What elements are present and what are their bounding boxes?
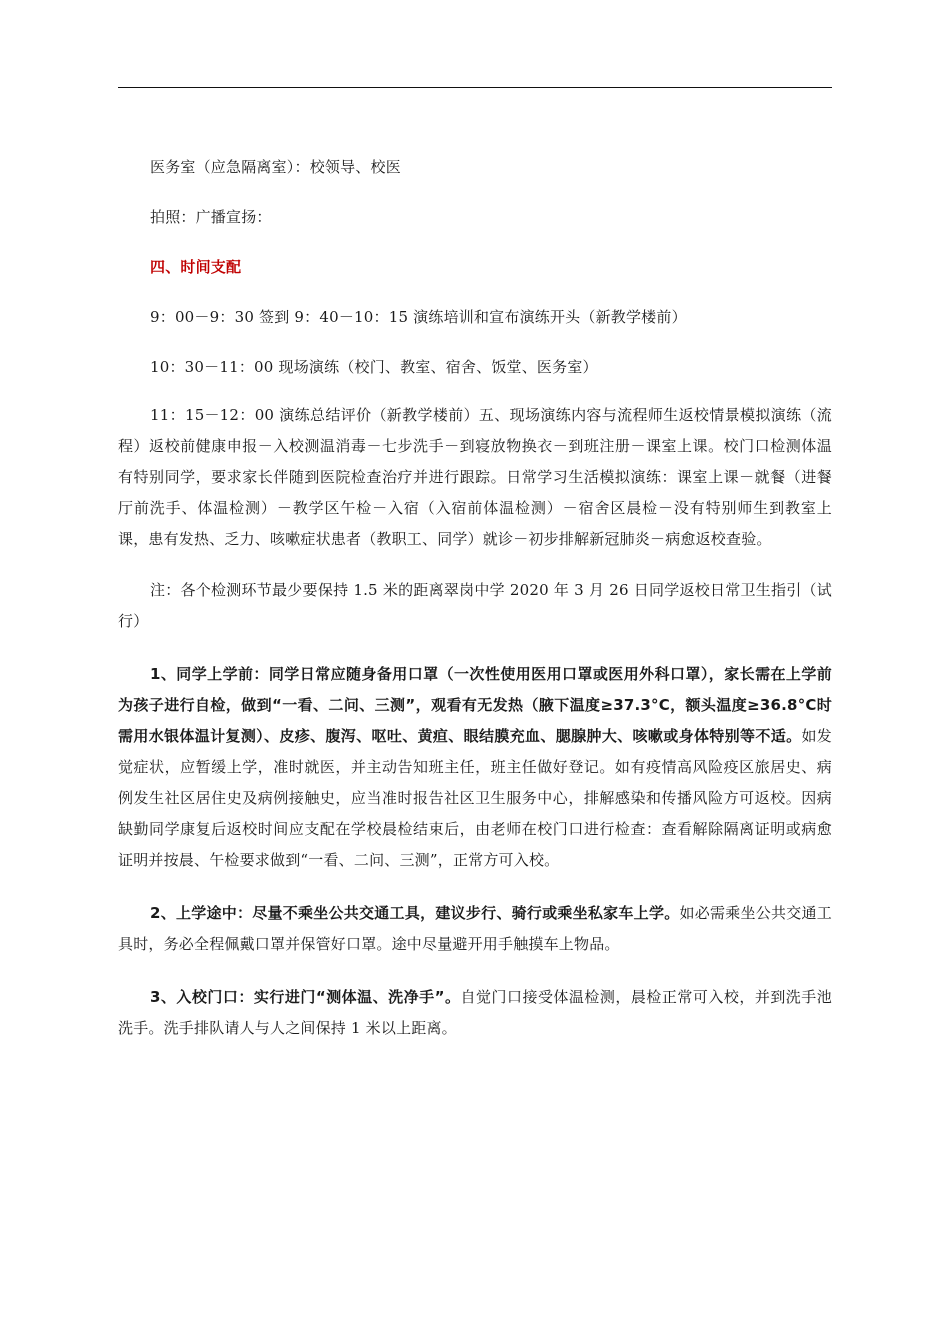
paragraph-school-gate xyxy=(118,982,832,1044)
paragraph-before-school xyxy=(118,659,832,876)
document-body xyxy=(118,150,832,1044)
commute-emphasis: 2、上学途中：尽量不乘坐公共交通工具，建议步行、骑行或乘坐私家车上学。 xyxy=(150,904,680,922)
paragraph-photo-broadcast: 拍照：广播宣扬： xyxy=(150,208,272,226)
header-rule xyxy=(118,87,832,88)
paragraph-medical-room: 医务室（应急隔离室）：校领导、校医 xyxy=(150,158,401,176)
school-gate-emphasis: 3、入校门口：实行进门“测体温、洗净手”。 xyxy=(150,988,461,1006)
school-gate-text: 自觉门口接受体温检测，晨检正常可入校，并到洗手池洗手。洗手排队请人与人之间保持 1 米以上距离。 xyxy=(118,988,832,1037)
paragraph-note: 注：各个检测环节最少要保持 1.5 米的距离翠岗中学 2020 年 3 月 26 日同学返校日常卫生指引（试行） xyxy=(118,581,832,630)
commute-text: 如必需乘坐公共交通工具时，务必全程佩戴口罩并保管好口罩。途中尽量避开用手触摸车上物品。 xyxy=(118,904,832,953)
before-school-emphasis: 1、同学上学前：同学日常应随身备用口罩（一次性使用医用口罩或医用外科口罩），家长需在上学前为孩子进行自检，做到“一看、二问、三测”，观看有无发热（腋下温度≥37.3°C，额头温度≥36.8°C时需用水银体温计复测）、皮疹、腹泻、呕吐、黄疸、眼结膜充血、腮腺肿大、咳嗽或身体特别等不适。 xyxy=(118,665,832,745)
paragraph-schedule-1: 9：00－9：30 签到 9：40－10：15 演练培训和宣布演练开头（新教学楼前） xyxy=(150,308,687,326)
paragraph-schedule-3: 11：15－12：00 演练总结评价（新教学楼前）五、现场演练内容与流程师生返校情景模拟演练（流程）返校前健康申报－入校测温消毒－七步洗手－到寝放物换衣－到班注册－课室上课。校门口检测体温有特别同学，要求家长伴随到医院检查治疗并进行跟踪。日常学习生活模拟演练：课室上课－就餐（进餐厅前洗手、体温检测）－教学区午检－入宿（入宿前体温检测）－宿舍区晨检－没有特别师生到教室上课，患有发热、乏力、咳嗽症状患者（教职工、同学）就诊－初步排解新冠肺炎－病愈返校查验。 xyxy=(118,406,832,548)
before-school-text: 如发觉症状，应暂缓上学，准时就医，并主动告知班主任，班主任做好登记。如有疫情高风险疫区旅居史、病例发生社区居住史及病例接触史，应当准时报告社区卫生服务中心，排解感染和传播风险方可返校。因病缺勤同学康复后返校时间应支配在学校晨检结束后，由老师在校门口进行检查：查看解除隔离证明或病愈证明并按晨、午检要求做到“一看、二问、三测”，正常方可入校。 xyxy=(118,727,832,869)
paragraph-commute xyxy=(118,898,832,960)
section-heading-schedule: 四、时间支配 xyxy=(150,258,242,276)
paragraph-schedule-2: 10：30－11：00 现场演练（校门、教室、宿舍、饭堂、医务室） xyxy=(150,358,598,376)
